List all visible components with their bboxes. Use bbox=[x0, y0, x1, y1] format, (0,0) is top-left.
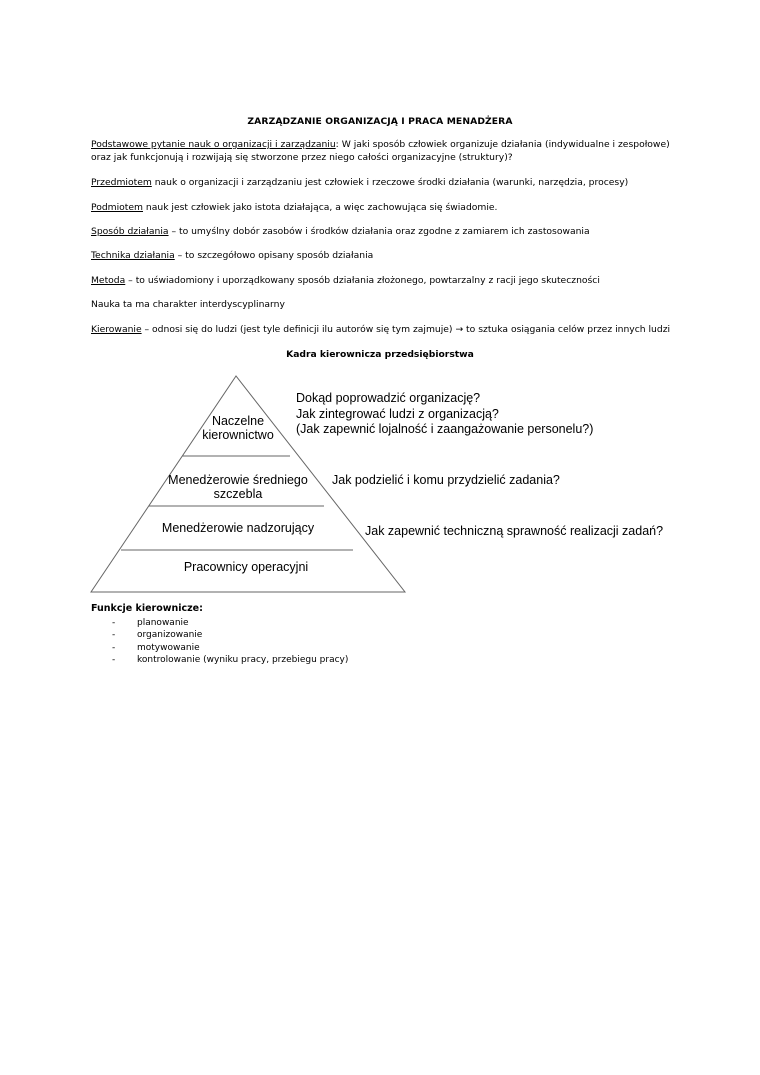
list-item bbox=[112, 642, 348, 654]
question-line: Jak zintegrować ludzi z organizacją? bbox=[296, 406, 499, 421]
definition: nauk o organizacji i zarządzaniu jest człowiek i rzeczowe środki działania (warunki, narzędzia, procesy) bbox=[151, 177, 629, 188]
pyramid-level-middle-management bbox=[155, 473, 321, 501]
term: Przedmiotem bbox=[91, 177, 152, 188]
functions-heading: Funkcje kierownicze: bbox=[91, 603, 203, 614]
question-supervisory: Jak zapewnić techniczną sprawność realizacji zadań? bbox=[365, 524, 664, 538]
list-item bbox=[112, 629, 348, 641]
list-item-text: kontrolowanie (wyniku pracy, przebiegu pracy) bbox=[137, 654, 349, 665]
list-item bbox=[112, 617, 348, 629]
pyramid-title: Kadra kierownicza przedsiębiorstwa bbox=[286, 349, 474, 360]
bullet-dash: - bbox=[112, 642, 116, 653]
term: Sposób działania bbox=[91, 226, 169, 237]
level-label-line: kierownictwo bbox=[202, 428, 274, 442]
list-item-text: motywowanie bbox=[137, 642, 200, 653]
pyramid-level-operational: Pracownicy operacyjni bbox=[183, 560, 309, 574]
definition: – to szczegółowo opisany sposób działania bbox=[174, 250, 374, 261]
definition: nauk jest człowiek jako istota działająca, a więc zachowująca się świadomie. bbox=[143, 202, 498, 213]
definition: Nauka ta ma charakter interdyscyplinarny bbox=[91, 299, 285, 310]
pyramid-level-supervisors: Menedżerowie nadzorujący bbox=[161, 521, 315, 535]
definition: – odnosi się do ludzi (jest tyle definicji ilu autorów się tym zajmuje) → to sztuka osiągania celów przez innych ludzi bbox=[141, 324, 671, 335]
term: Podmiotem bbox=[91, 202, 143, 213]
list-item-text: planowanie bbox=[137, 618, 189, 628]
bullet-dash: - bbox=[112, 630, 116, 641]
bullet-dash: - bbox=[112, 618, 116, 628]
functions-list bbox=[112, 617, 348, 666]
bullet-dash: - bbox=[112, 654, 116, 665]
list-item-text: organizowanie bbox=[137, 630, 203, 641]
term: Podstawowe pytanie nauk o organizacji i zarządzaniu bbox=[91, 139, 336, 150]
definition: – to umyślny dobór zasobów i środków działania oraz zgodne z zamiarem ich zastosowania bbox=[168, 226, 590, 237]
definition: – to uświadomiony i uporządkowany sposób działania złożonego, powtarzalny z racji jego skuteczności bbox=[125, 275, 600, 286]
term: Kierowanie bbox=[91, 324, 142, 335]
question-group-top bbox=[296, 391, 593, 438]
document-title: ZARZĄDZANIE ORGANIZACJĄ I PRACA MENADŻERA bbox=[247, 116, 513, 127]
question-line: Dokąd poprowadzić organizację? bbox=[296, 391, 481, 405]
level-label-line: szczebla bbox=[213, 487, 263, 501]
definition: : W jaki sposób człowiek organizuje działania (indywidualne i zespołowe) oraz jak funkcjonują i rozwijają się stworzone przez niego całości organizacyjne (struktury)? bbox=[91, 139, 670, 163]
term: Technika działania bbox=[91, 250, 175, 261]
question-line: (Jak zapewnić lojalność i zaangażowanie personelu?) bbox=[296, 422, 594, 436]
level-label-line: Menedżerowie średniego bbox=[168, 473, 308, 487]
level-label-line: Naczelne bbox=[211, 414, 265, 428]
term: Metoda bbox=[91, 275, 126, 286]
pyramid-level-top-management bbox=[186, 414, 290, 442]
list-item bbox=[112, 654, 348, 666]
question-middle: Jak podzielić i komu przydzielić zadania? bbox=[332, 473, 560, 487]
